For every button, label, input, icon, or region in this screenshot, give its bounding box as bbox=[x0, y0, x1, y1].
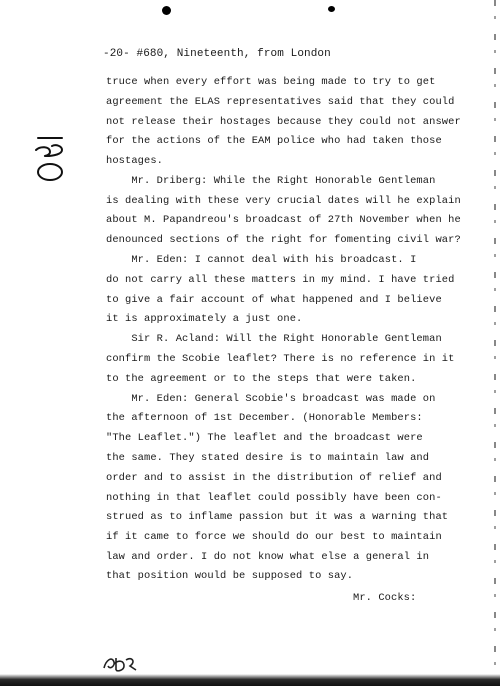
body-line: agreement the ELAS representatives said that they could bbox=[106, 96, 455, 108]
body-line: for the actions of the EAM police who had taken those bbox=[106, 135, 442, 147]
body-line: that position would be supposed to say. bbox=[106, 570, 354, 582]
page-header: -20- #680, Nineteenth, from London bbox=[103, 48, 331, 60]
body-line: is dealing with these very crucial dates will he explain bbox=[106, 195, 461, 207]
body-line: hostages. bbox=[106, 155, 164, 167]
handwritten-margin-number bbox=[28, 128, 72, 188]
body-line: do not carry all these matters in my mind. I have tried bbox=[106, 274, 455, 286]
body-line: Sir R. Acland: Will the Right Honorable Gentleman bbox=[106, 333, 442, 345]
body-line: law and order. I do not know what else a general in bbox=[106, 551, 430, 563]
body-line: to give a fair account of what happened and I believe bbox=[106, 294, 442, 306]
body-line: not release their hostages because they could not answer bbox=[106, 116, 461, 128]
body-line: Mr. Eden: General Scobie's broadcast was made on bbox=[106, 393, 436, 405]
body-line: to the agreement or to the steps that were taken. bbox=[106, 373, 417, 385]
body-line: the afternoon of 1st December. (Honorable Members: bbox=[106, 412, 423, 424]
body-line: truce when every effort was being made to try to get bbox=[106, 76, 436, 88]
body-line: denounced sections of the right for fomenting civil war? bbox=[106, 234, 461, 246]
body-line: if it came to force we should do our best to maintain bbox=[106, 531, 442, 543]
body-line: "The Leaflet.") The leaflet and the broadcast were bbox=[106, 432, 423, 444]
body-line: the same. They stated desire is to maintain law and bbox=[106, 452, 430, 464]
body-line: it is approximately a just one. bbox=[106, 313, 303, 325]
body-line: Mr. Driberg: While the Right Honorable Gentleman bbox=[106, 175, 436, 187]
body-line: confirm the Scobie leaflet? There is no reference in it bbox=[106, 353, 455, 365]
scan-bottom-edge bbox=[0, 674, 500, 686]
body-line: Mr. Eden: I cannot deal with his broadcast. I bbox=[106, 254, 417, 266]
catchword: Mr. Cocks: bbox=[353, 592, 417, 604]
body-line: nothing in that leaflet could possibly have been con- bbox=[106, 492, 442, 504]
body-line: strued as to inflame passion but it was a warning that bbox=[106, 511, 449, 523]
body-line: order and to assist in the distribution of relief and bbox=[106, 472, 442, 484]
body-line: about M. Papandreou's broadcast of 27th November when he bbox=[106, 214, 461, 226]
handwritten-bottom-note bbox=[100, 650, 140, 676]
